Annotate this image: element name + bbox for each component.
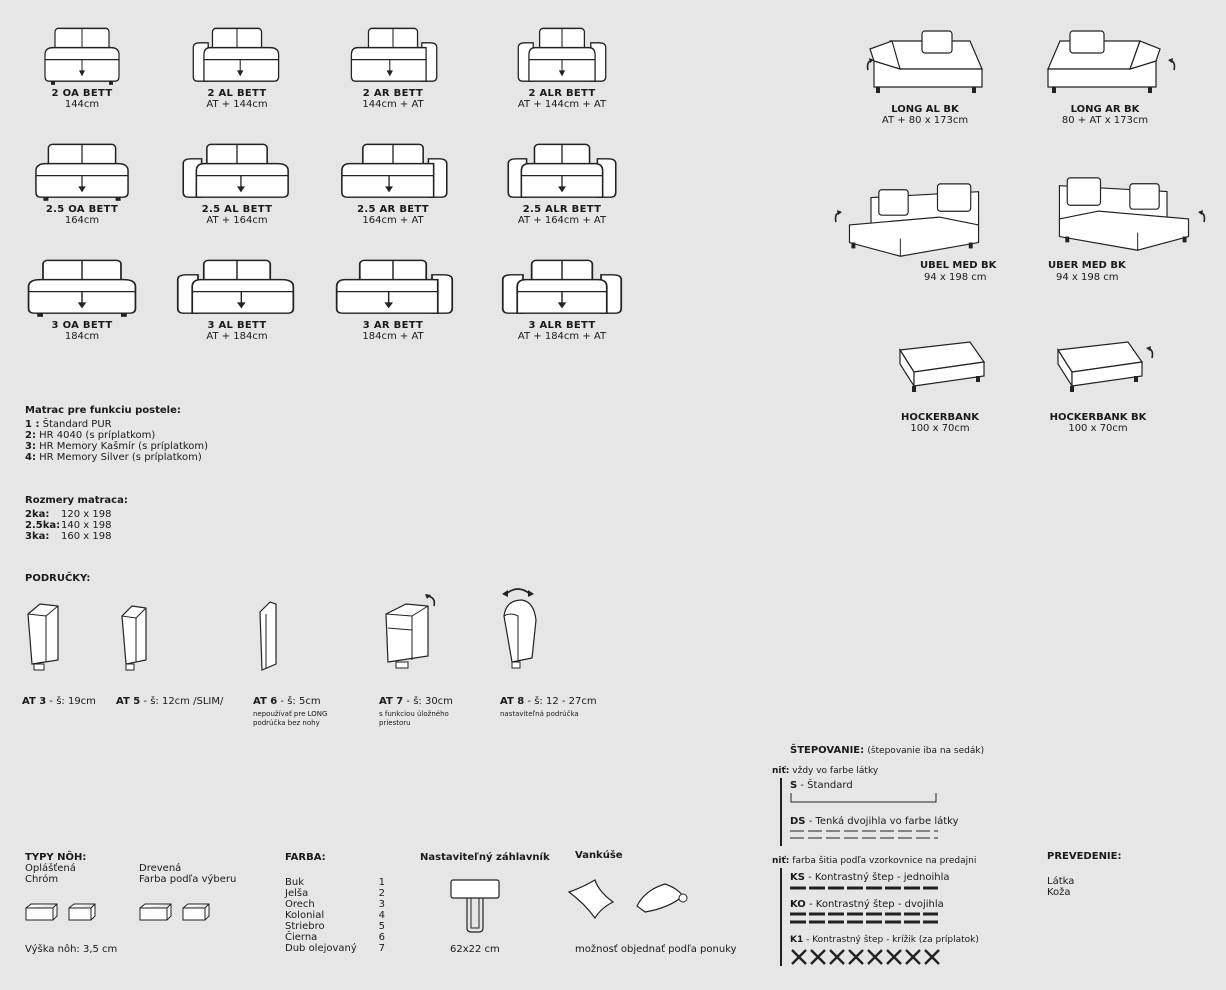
- sofa-item: [487, 258, 637, 342]
- sofa-size: 184cm + AT: [362, 331, 424, 342]
- farba-row: Buk 1: [285, 877, 385, 888]
- nohy-height: Výška nôh: 3,5 cm: [25, 944, 118, 955]
- rozmery-key: 3ka:: [25, 531, 50, 542]
- rotate-right-icon: [1166, 58, 1178, 72]
- corner-name: HOCKERBANK BK: [1049, 412, 1147, 423]
- sofa-icon: [37, 26, 127, 86]
- sofa-icon: [345, 26, 441, 86]
- sofa-item: [318, 258, 468, 342]
- stitch-k1: K1 - Kontrastný štep - krížik (za príplatok): [790, 935, 979, 945]
- armrest-at6-icon: [256, 600, 280, 672]
- sofa-item: [487, 142, 637, 226]
- podrucky-title: PODRUČKY:: [25, 573, 91, 584]
- sofa-name: 2 AR BETT: [362, 88, 424, 99]
- uber-med-icon: [1048, 172, 1198, 260]
- prevedenie-section: [1047, 851, 1121, 898]
- corner-ubel: [840, 178, 997, 283]
- farba-section: [285, 852, 385, 954]
- stitch-s-line: [790, 792, 940, 804]
- sofa-icon: [334, 142, 452, 202]
- armrest-at7-icon: [384, 592, 440, 670]
- sofa-size: AT + 164cm + AT: [517, 215, 607, 226]
- long-ar-icon: [1040, 28, 1170, 100]
- armrest-at7-note: s funkciou úložného priestoru: [379, 710, 449, 727]
- corner-size: 80 + AT x 173cm: [1061, 115, 1149, 126]
- sofa-name: 2 AL BETT: [207, 88, 267, 99]
- corner-size: 100 x 70cm: [910, 423, 970, 434]
- matrac-value: HR Memory Kašmír (s príplatkom): [35, 441, 209, 452]
- sofa-item: [7, 258, 157, 342]
- matrac-key: 4:: [25, 452, 36, 463]
- sofa-name: 2 ALR BETT: [528, 88, 596, 99]
- cushions-icon: [565, 878, 695, 922]
- sofa-size: 184cm: [64, 331, 100, 342]
- corner-size: 94 x 198 cm: [924, 272, 987, 283]
- corner-name: LONG AR BK: [1070, 104, 1140, 115]
- rozmery-value: 160 x 198: [61, 531, 112, 542]
- stitch-ko: KO - Kontrastný štep - dvojihla: [790, 899, 944, 910]
- armrest-at5-label: AT 5 - š: 12cm /SLIM/: [116, 696, 224, 707]
- armrest-at6-note: nepoužívať pre LONG podrúčka bez nohy: [253, 710, 328, 727]
- sofa-item: [162, 142, 312, 226]
- sofa-size: AT + 164cm: [206, 215, 268, 226]
- matrac-title: Matrac pre funkciu postele:: [25, 405, 181, 416]
- corner-size: AT + 80 x 173cm: [881, 115, 969, 126]
- sofa-name: 3 AL BETT: [207, 320, 267, 331]
- sofa-name: 3 AR BETT: [362, 320, 424, 331]
- matrac-key: 3:: [25, 441, 36, 452]
- sofa-icon: [503, 142, 621, 202]
- armrest-at7-label: AT 7 - š: 30cm: [379, 696, 453, 707]
- rotate-right-icon: [1144, 346, 1156, 360]
- sofa-icon: [172, 258, 302, 318]
- sofa-icon: [514, 26, 610, 86]
- sofa-name: 2.5 AL BETT: [201, 204, 273, 215]
- headrest-icon: [450, 878, 500, 934]
- sofa-item: [7, 142, 157, 226]
- matrac-key: 1 :: [25, 419, 40, 430]
- corner-name: HOCKERBANK: [901, 412, 979, 423]
- sofa-item: [162, 26, 312, 110]
- stepovanie-title: ŠTEPOVANIE:: [790, 745, 865, 756]
- corner-long-ar: [1040, 28, 1170, 126]
- sofa-name: 2.5 AR BETT: [357, 204, 429, 215]
- corner-long-al: [860, 28, 990, 126]
- sofa-size: AT + 184cm + AT: [517, 331, 607, 342]
- sofa-size: 164cm: [64, 215, 100, 226]
- rotate-left-icon: [832, 210, 844, 224]
- nohy-type: Farba podľa výberu: [139, 874, 237, 885]
- vankuse-title: Vankúše: [575, 850, 623, 861]
- armrest-at3-label: AT 3 - š: 19cm: [22, 696, 96, 707]
- stitch-ks-line: [790, 884, 940, 892]
- stitch-ds: DS - Tenká dvojihla vo farbe látky: [790, 816, 959, 827]
- sofa-size: 164cm + AT: [362, 215, 424, 226]
- rozmery-key: 2.5ka:: [25, 520, 61, 531]
- stitch-k1-line: [790, 948, 942, 966]
- sofa-name: 2 OA BETT: [51, 88, 113, 99]
- matrac-value: Štandard PUR: [39, 419, 112, 430]
- sofa-icon: [497, 258, 627, 318]
- sofa-size: AT + 144cm + AT: [517, 99, 607, 110]
- nohy-col2: [139, 863, 236, 885]
- armrest-at3-icon: [26, 600, 60, 672]
- sofa-icon: [189, 26, 285, 86]
- nohy-type: Oplášťená: [25, 863, 76, 874]
- nohy-title: TYPY NÔH:: [25, 852, 87, 863]
- sofa-icon: [17, 258, 147, 318]
- corner-name: LONG AL BK: [891, 104, 959, 115]
- farba-title: FARBA:: [285, 852, 326, 863]
- matrac-value: HR Memory Silver (s príplatkom): [35, 452, 202, 463]
- hockerbank: [890, 336, 990, 434]
- nohy-type: Drevená: [139, 863, 182, 874]
- rozmery-value: 140 x 198: [61, 520, 112, 531]
- sofa-item: [318, 142, 468, 226]
- armrest-at8-note: nastaviteľná podrúčka: [500, 710, 579, 718]
- corner-name: UBEL MED BK: [920, 260, 997, 271]
- farba-row: Dub olejovaný 7: [285, 943, 385, 954]
- sofa-name: 3 ALR BETT: [528, 320, 596, 331]
- leg-wood-icon: [139, 902, 211, 922]
- leg-chrome-icon: [25, 902, 97, 922]
- armrest-at6-label: AT 6 - š: 5cm: [253, 696, 321, 707]
- prevedenie-item: Látka: [1047, 876, 1075, 887]
- farba-row: Kolonial 4: [285, 910, 385, 921]
- sofa-icon: [26, 142, 138, 202]
- rozmery-title: Rozmery matraca:: [25, 495, 128, 506]
- bracket-line: [780, 868, 782, 966]
- bracket-line: [780, 778, 782, 846]
- nohy-section: [25, 852, 86, 885]
- matrac-section: [25, 405, 208, 463]
- farba-row: Striebro 5: [285, 921, 385, 932]
- sofa-size: 144cm + AT: [362, 99, 424, 110]
- zahlavnik-title: Nastaviteľný záhlavník: [420, 852, 550, 863]
- hockerbank-bk-icon: [1048, 336, 1148, 396]
- stitch-s: S - Štandard: [790, 780, 853, 791]
- armrest-at8-icon: [496, 586, 542, 670]
- stitch-ds-line: [790, 828, 940, 842]
- stepovanie-subtitle: (štepovanie iba na sedák): [867, 746, 985, 756]
- sofa-size: 144cm: [64, 99, 100, 110]
- sofa-item: [7, 26, 157, 110]
- sofa-item: [318, 26, 468, 110]
- hockerbank-icon: [890, 336, 990, 396]
- farba-row: Čierna 6: [285, 932, 385, 943]
- stitch-ks: KS - Kontrastný štep - jednoihla: [790, 872, 950, 883]
- prevedenie-title: PREVEDENIE:: [1047, 851, 1122, 862]
- sofa-icon: [328, 258, 458, 318]
- armrest-at5-icon: [120, 602, 150, 672]
- rotate-left-icon: [864, 58, 876, 72]
- stepovanie-header: [790, 745, 984, 757]
- rozmery-value: 120 x 198: [61, 509, 112, 520]
- sofa-name: 2.5 ALR BETT: [522, 204, 602, 215]
- prevedenie-item: Koža: [1047, 887, 1071, 898]
- long-al-icon: [860, 28, 990, 100]
- nit1: niť: vždy vo farbe látky: [772, 766, 879, 776]
- corner-size: 100 x 70cm: [1068, 423, 1128, 434]
- vankuse-note: možnosť objednať podľa ponuky: [575, 944, 737, 955]
- corner-uber: [1048, 172, 1198, 283]
- hockerbank-bk: [1048, 336, 1148, 434]
- zahlavnik-size: 62x22 cm: [450, 944, 500, 955]
- sofa-item: [162, 258, 312, 342]
- nohy-type: Chróm: [25, 874, 59, 885]
- matrac-value: HR 4040 (s príplatkom): [35, 430, 156, 441]
- matrac-key: 2:: [25, 430, 36, 441]
- ubel-med-icon: [840, 178, 990, 266]
- sofa-name: 2.5 OA BETT: [45, 204, 119, 215]
- sofa-name: 3 OA BETT: [51, 320, 113, 331]
- sofa-item: [487, 26, 637, 110]
- farba-row: Orech 3: [285, 899, 385, 910]
- sofa-icon: [178, 142, 296, 202]
- armrest-at8-label: AT 8 - š: 12 - 27cm: [500, 696, 597, 707]
- corner-size: 94 x 198 cm: [1056, 272, 1119, 283]
- corner-name: UBER MED BK: [1048, 260, 1126, 271]
- rozmery-section: [25, 495, 128, 542]
- rotate-right-icon: [1196, 210, 1208, 224]
- sofa-size: AT + 184cm: [206, 331, 268, 342]
- farba-row: Jelša 2: [285, 888, 385, 899]
- rozmery-key: 2ka:: [25, 509, 50, 520]
- nit2: niť: farba šitia podľa vzorkovnice na predajni: [772, 856, 977, 866]
- stitch-ko-line: [790, 911, 940, 925]
- sofa-size: AT + 144cm: [206, 99, 268, 110]
